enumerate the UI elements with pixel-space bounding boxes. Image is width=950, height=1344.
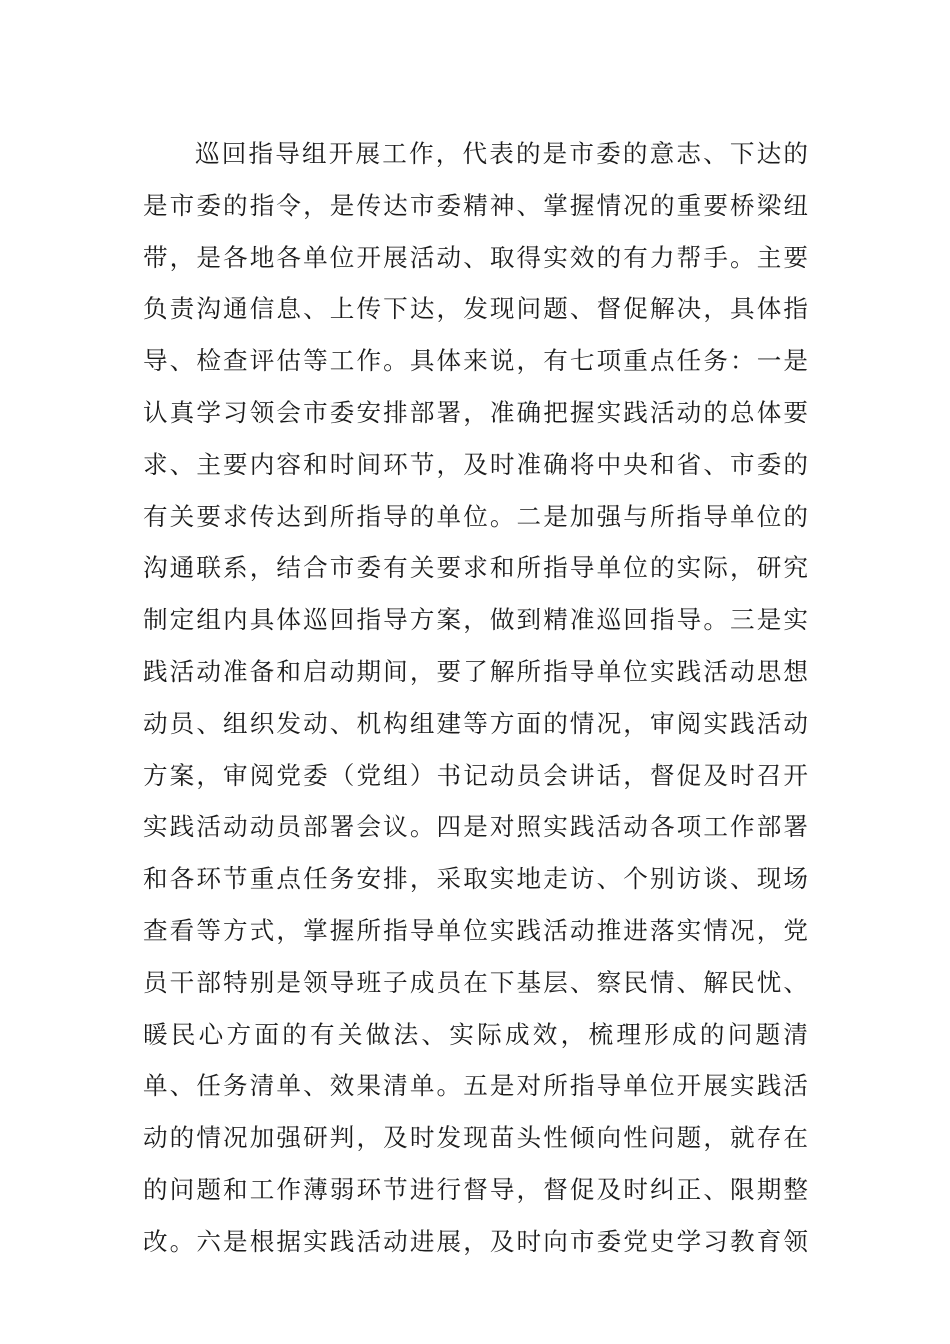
paragraph-line: 求、主要内容和时间环节，及时准确将中央和省、市委的	[143, 449, 808, 479]
paragraph-line: 员干部特别是领导班子成员在下基层、察民情、解民忧、	[143, 967, 808, 997]
paragraph-line: 动员、组织发动、机构组建等方面的情况，审阅实践活动	[143, 708, 808, 738]
paragraph-line: 单、任务清单、效果清单。五是对所指导单位开展实践活	[143, 1071, 808, 1101]
paragraph-line: 认真学习领会市委安排部署，准确把握实践活动的总体要	[143, 397, 808, 427]
paragraph-line: 是市委的指令，是传达市委精神、掌握情况的重要桥梁纽	[143, 190, 808, 220]
paragraph-line: 践活动准备和启动期间，要了解所指导单位实践活动思想	[143, 656, 808, 686]
paragraph-line: 查看等方式，掌握所指导单位实践活动推进落实情况，党	[143, 915, 808, 945]
paragraph-line: 负责沟通信息、上传下达，发现问题、督促解决，具体指	[143, 294, 808, 324]
paragraph-line: 沟通联系，结合市委有关要求和所指导单位的实际，研究	[143, 553, 808, 583]
paragraph-line: 和各环节重点任务安排，采取实地走访、个别访谈、现场	[143, 864, 808, 894]
paragraph-line: 有关要求传达到所指导的单位。二是加强与所指导单位的	[143, 501, 808, 531]
paragraph-line: 改。六是根据实践活动进展，及时向市委党史学习教育领	[143, 1226, 808, 1256]
paragraph-line: 的问题和工作薄弱环节进行督导，督促及时纠正、限期整	[143, 1174, 808, 1204]
paragraph-line: 暖民心方面的有关做法、实际成效，梳理形成的问题清	[143, 1019, 808, 1049]
paragraph-line: 带，是各地各单位开展活动、取得实效的有力帮手。主要	[143, 242, 808, 272]
paragraph-line: 导、检查评估等工作。具体来说，有七项重点任务：一是	[143, 346, 808, 376]
body-paragraph	[143, 128, 808, 1268]
paragraph-line: 巡回指导组开展工作，代表的是市委的意志、下达的	[195, 139, 808, 168]
paragraph-line: 方案，审阅党委（党组）书记动员会讲话，督促及时召开	[143, 760, 808, 790]
paragraph-line: 制定组内具体巡回指导方案，做到精准巡回指导。三是实	[143, 605, 808, 635]
paragraph-line: 动的情况加强研判，及时发现苗头性倾向性问题，就存在	[143, 1123, 808, 1153]
paragraph-line: 实践活动动员部署会议。四是对照实践活动各项工作部署	[143, 812, 808, 842]
